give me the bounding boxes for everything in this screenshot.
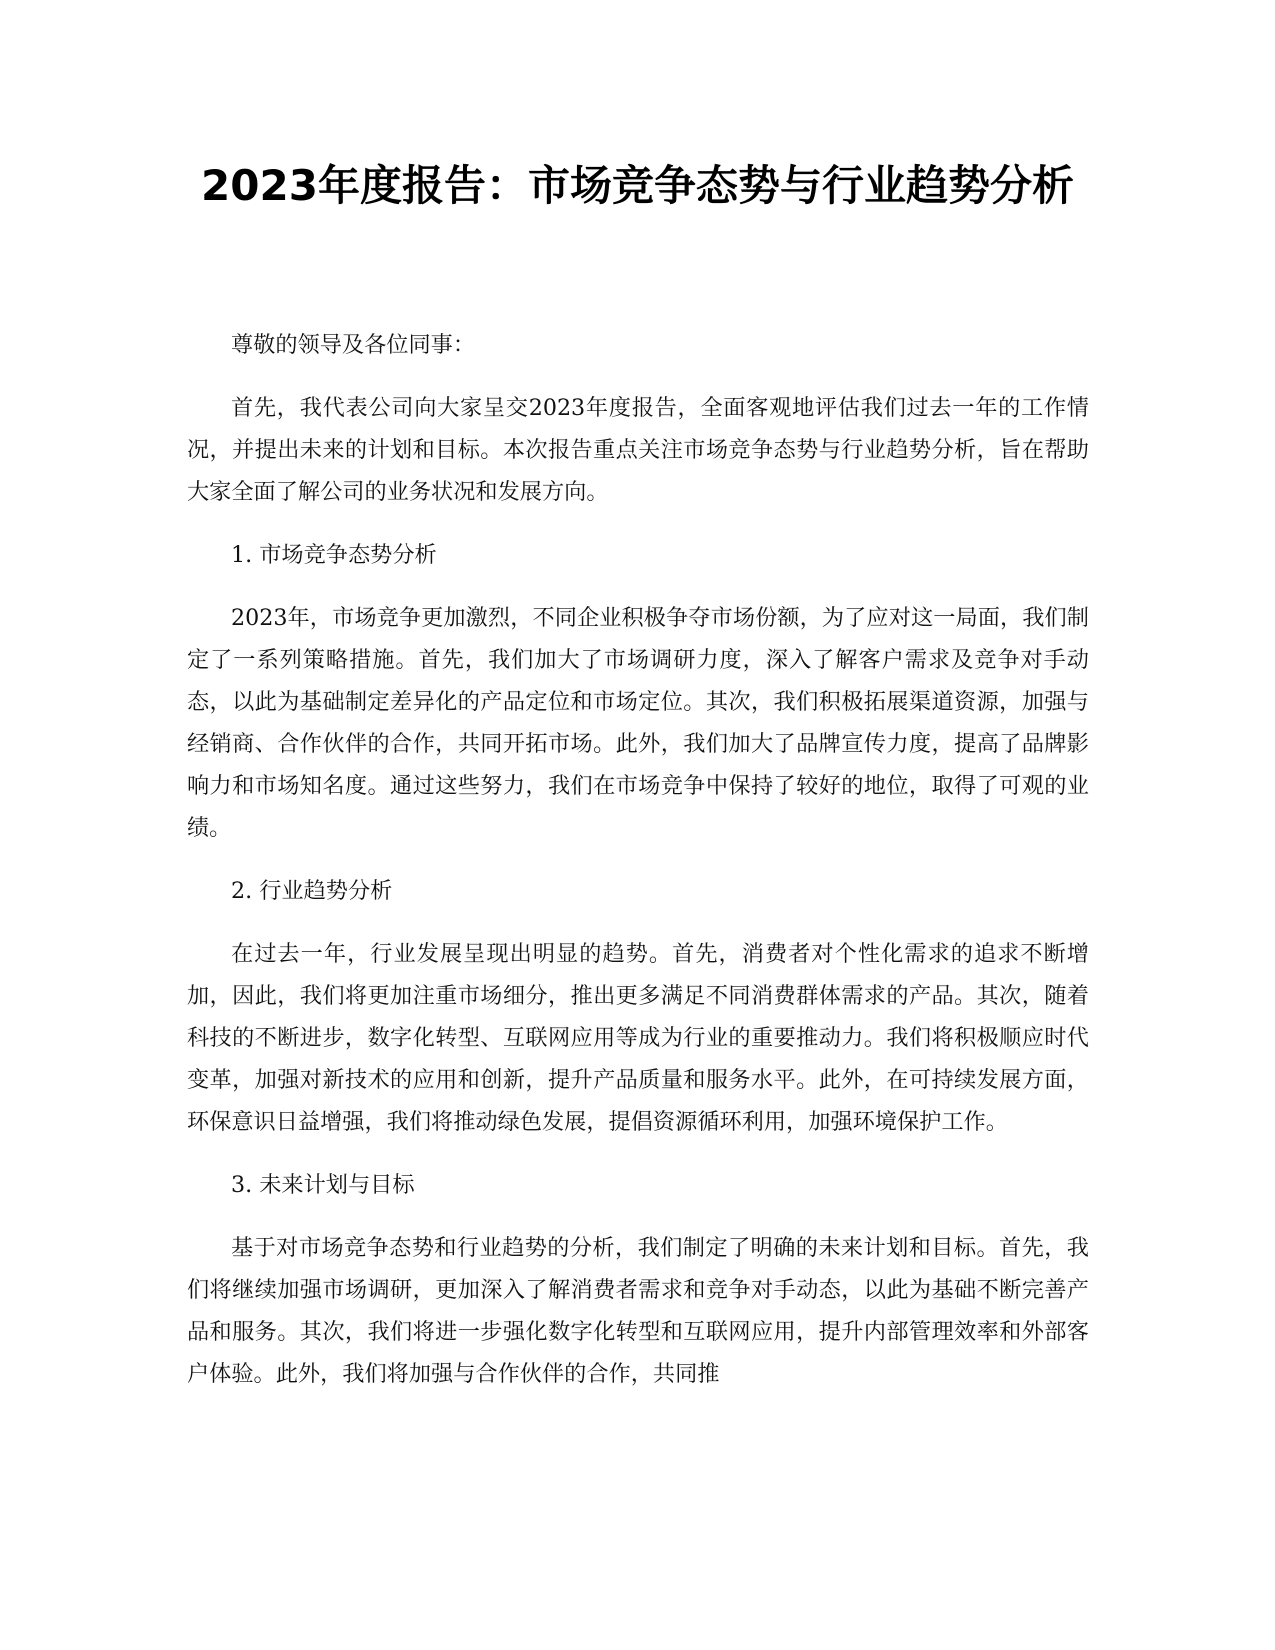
section-body-future-plans: 基于对市场竞争态势和行业趋势的分析，我们制定了明确的未来计划和目标。首先，我们将继续加强市场调研，更加深入了解消费者需求和竞争对手动态，以此为基础不断完善产品和服务。其次，我们将进一步强化数字化转型和互联网应用，提升内部管理效率和外部客户体验。此外，我们将加强与合作伙伴的合作，共同推 <box>187 1235 1089 1387</box>
intro-paragraph: 首先，我代表公司向大家呈交2023年度报告，全面客观地评估我们过去一年的工作情况，并提出未来的计划和目标。本次报告重点关注市场竞争态势与行业趋势分析，旨在帮助大家全面了解公司的业务状况和发展方向。 <box>187 395 1089 505</box>
document-title: 2023年度报告：市场竞争态势与行业趋势分析 <box>201 161 1074 210</box>
section-body-industry-trends: 在过去一年，行业发展呈现出明显的趋势。首先，消费者对个性化需求的追求不断增加，因此，我们将更加注重市场细分，推出更多满足不同消费群体需求的产品。其次，随着科技的不断进步，数字化转型、互联网应用等成为行业的重要推动力。我们将积极顺应时代变革，加强对新技术的应用和创新，提升产品质量和服务水平。此外，在可持续发展方面，环保意识日益增强，我们将推动绿色发展，提倡资源循环利用，加强环境保护工作。 <box>187 941 1089 1135</box>
section-heading-future-plans: 3. 未来计划与目标 <box>231 1172 415 1198</box>
greeting-paragraph: 尊敬的领导及各位同事： <box>231 332 476 358</box>
section-body-market-competition: 2023年，市场竞争更加激烈，不同企业积极争夺市场份额，为了应对这一局面，我们制定了一系列策略措施。首先，我们加大了市场调研力度，深入了解客户需求及竞争对手动态，以此为基础制定差异化的产品定位和市场定位。其次，我们积极拓展渠道资源，加强与经销商、合作伙伴的合作，共同开拓市场。此外，我们加大了品牌宣传力度，提高了品牌影响力和市场知名度。通过这些努力，我们在市场竞争中保持了较好的地位，取得了可观的业绩。 <box>187 605 1089 841</box>
section-heading-industry-trends: 2. 行业趋势分析 <box>231 878 393 904</box>
section-heading-market-competition: 1. 市场竞争态势分析 <box>231 542 437 568</box>
document-body <box>187 324 1089 1416</box>
